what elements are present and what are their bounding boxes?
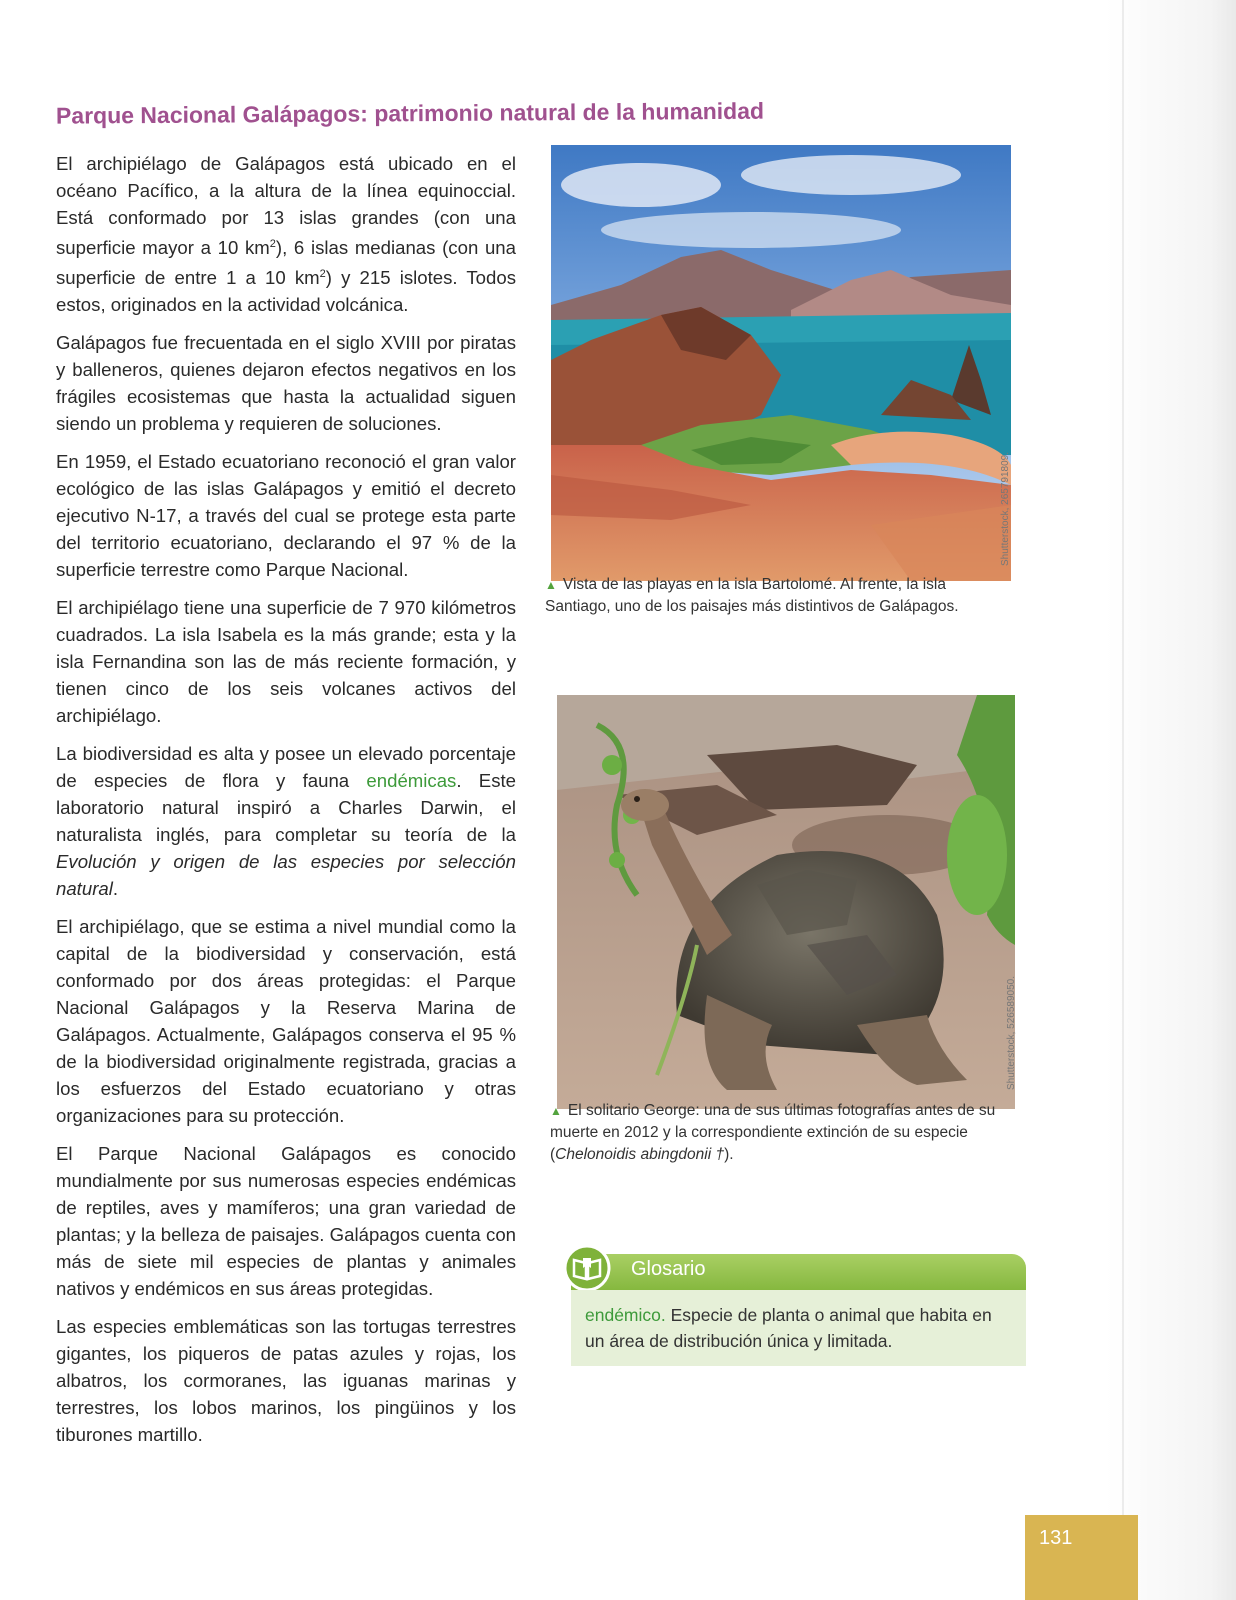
giant-tortoise-image	[557, 695, 1015, 1109]
bartolome-island-photo	[551, 145, 1011, 581]
photo1-caption: ▲ Vista de las playas en la isla Bartolomé. Al frente, la isla Santiago, uno de los paisajes más distintivos de Galápagos.	[545, 576, 959, 615]
glossary-body	[571, 1290, 1026, 1366]
paragraph-biodiversity: La biodiversidad es alta y posee un elevado porcentaje de especies de flora y fauna endémicas. Este laboratorio natural inspiró a Charles Darwin, el naturalista inglés, para completar su teoría de la Evolución y origen de las especies por selección natural.	[56, 743, 516, 900]
photo2-caption: ▲ El solitario George: una de sus últimas fotografías antes de su muerte en 2012 y la correspondiente extinción de su especie (Chelonoidis abingdonii †).	[550, 1102, 996, 1163]
glossary-definition: Especie de planta o animal que habita en un área de distribución única y limitada.	[585, 1305, 992, 1351]
caption-triangle-icon: ▲	[550, 1104, 562, 1118]
paragraph-emblematic: Las especies emblemáticas son las tortugas terrestres gigantes, los piqueros de patas azules y rojas, los albatros, los cormoranes, las iguanas marinas y terrestres, los lobos marinos, los pingüinos y los tiburones martillo.	[56, 1316, 516, 1446]
book-icon	[563, 1244, 611, 1292]
main-text-column	[56, 150, 516, 1459]
photo2-credit: Shutterstock, 526589050.	[1006, 976, 1017, 1090]
paragraph-conservation: El archipiélago, que se estima a nivel mundial como la capital de la biodiversidad y conservación, está conformado por dos áreas protegidas: el Parque Nacional Galápagos y la Reserva Marina de Galápagos. Actualmente, Galápagos conserva el 95 % de la biodiversidad originalmente registrada, gracias a los esfuerzos del Estado ecuatoriano y otras organizaciones para su protección.	[56, 916, 516, 1127]
caption-triangle-icon: ▲	[545, 578, 557, 592]
photo1-credit: Shutterstock, 265791809.	[1000, 452, 1011, 566]
highlight-endemicas: endémicas	[366, 770, 457, 792]
paragraph-location: El archipiélago de Galápagos está ubicado en el océano Pacífico, a la altura de la línea equinoccial. Está conformado por 13 islas grandes (con una superficie mayor a 10 $km^2$), 6 islas medianas (con una superficie de entre 1 a 10 $km^2$) y 215 islotes. Todos estos, originados en la actividad volcánica.	[56, 153, 516, 316]
bartolome-landscape-image	[551, 145, 1011, 581]
page-number-box	[1025, 1515, 1138, 1600]
page-edge-shadow	[1106, 0, 1236, 1600]
glossary-entry	[585, 1302, 1015, 1354]
paragraph-surface: El archipiélago tiene una superficie de 7 970 kilómetros cuadrados. La isla Isabela es la más grande; esta y la isla Fernandina son las de más reciente formación, y tienen cinco de los seis volcanes activos del archipiélago.	[56, 597, 516, 727]
paragraph-species: El Parque Nacional Galápagos es conocido mundialmente por sus numerosas especies endémicas de reptiles, aves y mamíferos; una gran variedad de plantas; y la belleza de paisajes. Galápagos cuenta con más de siete mil especies de plantas y animales nativos y endémicos en sus áreas protegidas.	[56, 1143, 516, 1300]
paragraph-history: Galápagos fue frecuentada en el siglo XVIII por piratas y balleneros, quienes dejaron efectos negativos en los frágiles ecosistemas que hasta la actualidad siguen siendo un problema y requieren de soluciones.	[56, 332, 516, 435]
page-number: 131	[1039, 1527, 1073, 1549]
page-edge-line	[1122, 0, 1124, 1600]
paragraph-decree: En 1959, el Estado ecuatoriano reconoció el gran valor ecológico de las islas Galápagos y emitió el decreto ejecutivo N-17, a través del cual se protege esta parte del territorio ecuatoriano, declarando el 97 % de la superficie terrestre como Parque Nacional.	[56, 451, 516, 581]
page-title: Parque Nacional Galápagos: patrimonio natural de la humanidad	[55, 97, 765, 129]
glossary-box	[563, 1254, 1026, 1366]
glossary-term: endémico.	[585, 1305, 666, 1325]
lonesome-george-photo	[557, 695, 1015, 1109]
glossary-header	[571, 1254, 1026, 1290]
glossary-title: Glosario	[631, 1258, 706, 1280]
